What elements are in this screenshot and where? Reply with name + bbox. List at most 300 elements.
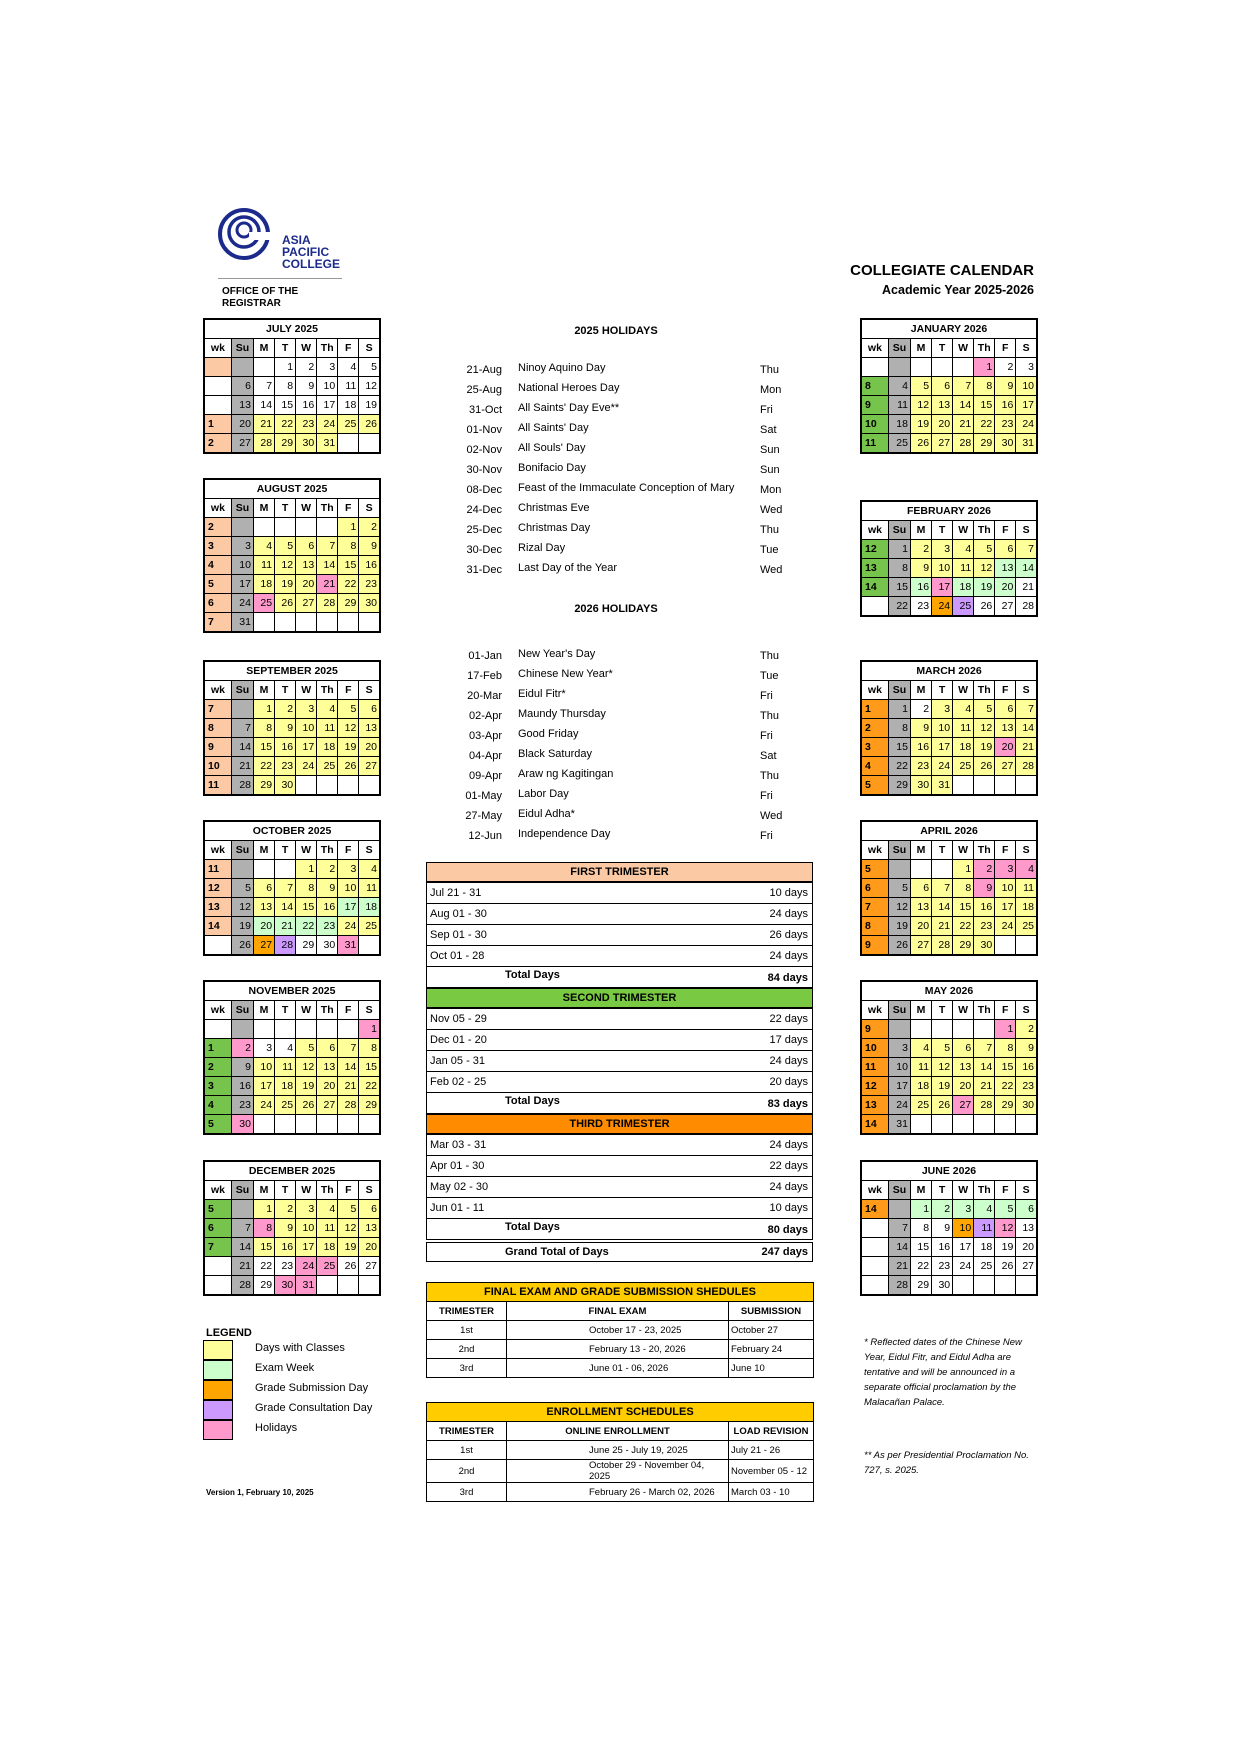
week-number <box>861 358 888 377</box>
day-cell <box>231 518 253 537</box>
trimester-row <box>426 1008 813 1029</box>
day-cell: 31 <box>338 936 359 956</box>
day-cell: 18 <box>974 1238 995 1257</box>
day-header: W <box>296 841 317 860</box>
day-cell: 1 <box>275 358 296 377</box>
final-exam-table <box>426 1282 814 1378</box>
day-header: M <box>254 681 275 700</box>
week-row <box>204 358 380 377</box>
day-cell: 17 <box>296 738 317 757</box>
week-row <box>204 377 380 396</box>
day-cell: 30 <box>932 1276 953 1296</box>
day-cell <box>974 776 995 796</box>
day-cell <box>974 1020 995 1039</box>
note-tentative: * Reflected dates of the Chinese New Year, Eidul Fitr, and Eidul Adha are tentative and will be announced in a separate official proclamation by the Malacañan Palace. <box>864 1337 1022 1408</box>
holiday-weekday: Thu <box>760 710 779 722</box>
day-cell <box>995 776 1016 796</box>
day-cell <box>932 1115 953 1135</box>
calendar-january-2026 <box>860 318 1038 454</box>
day-cell: 1 <box>888 540 910 559</box>
day-header: M <box>253 499 274 518</box>
week-row <box>861 415 1037 434</box>
day-cell: 26 <box>338 1257 359 1276</box>
day-cell <box>359 776 380 796</box>
day-cell: 1 <box>911 1200 932 1219</box>
day-cell: 18 <box>338 396 359 415</box>
day-cell: 1 <box>953 860 974 879</box>
day-cell: 26 <box>231 936 253 956</box>
day-cell: 20 <box>953 1077 974 1096</box>
calendar-july-2025 <box>203 318 381 454</box>
week-row <box>861 757 1037 776</box>
day-header: T <box>932 1001 953 1020</box>
day-cell: 11 <box>953 719 974 738</box>
day-header: T <box>275 1001 296 1020</box>
day-cell: 4 <box>888 377 910 396</box>
month-name: NOVEMBER 2025 <box>248 985 336 997</box>
day-cell: 12 <box>338 1219 359 1238</box>
schedule-cell: June 10 <box>729 1359 814 1378</box>
day-cell: 6 <box>910 879 931 898</box>
day-cell <box>275 1020 296 1039</box>
week-row <box>204 860 380 879</box>
day-cell <box>338 613 359 633</box>
day-cell: 7 <box>317 537 338 556</box>
week-row <box>204 1276 380 1296</box>
day-count: 24 days <box>769 1055 808 1067</box>
day-cell: 28 <box>953 434 974 454</box>
day-cell: 22 <box>911 1257 932 1276</box>
day-header: W <box>296 499 317 518</box>
week-row <box>204 936 380 956</box>
day-count: 22 days <box>769 1013 808 1025</box>
day-cell: 27 <box>995 757 1016 776</box>
day-cell: 2 <box>911 540 932 559</box>
schedule-cell: June 01 - 06, 2026 <box>507 1359 729 1378</box>
week-number: 4 <box>204 1096 231 1115</box>
day-cell: 4 <box>317 1200 338 1219</box>
day-cell: 9 <box>932 1219 953 1238</box>
day-cell: 30 <box>231 1115 253 1135</box>
day-cell: 22 <box>296 917 317 936</box>
grand-total-label: Grand Total of Days <box>505 1246 609 1258</box>
day-cell: 24 <box>888 1096 910 1115</box>
holiday-date: 31-Dec <box>466 564 502 576</box>
week-number: 6 <box>204 1219 231 1238</box>
day-cell: 27 <box>253 936 274 956</box>
day-cell: 7 <box>253 377 274 396</box>
schedule-title: FINAL EXAM AND GRADE SUBMISSION SHEDULES <box>427 1283 814 1302</box>
day-header: S <box>1016 1181 1037 1200</box>
week-row <box>204 537 380 556</box>
day-header: F <box>995 681 1016 700</box>
day-cell: 16 <box>359 556 380 575</box>
day-cell: 13 <box>231 396 253 415</box>
day-cell: 27 <box>317 1096 338 1115</box>
trimester-row <box>426 1155 813 1176</box>
day-cell: 12 <box>296 1058 317 1077</box>
legend-swatch <box>203 1420 233 1440</box>
day-header: S <box>1016 841 1037 860</box>
day-cell: 3 <box>932 700 953 719</box>
day-cell: 9 <box>1016 1039 1037 1058</box>
day-cell: 11 <box>338 377 359 396</box>
month-name: MARCH 2026 <box>916 665 982 677</box>
day-cell <box>359 1115 380 1135</box>
college-logo <box>216 206 351 309</box>
day-cell: 17 <box>338 898 359 917</box>
week-row <box>861 860 1037 879</box>
holiday-name: Christmas Day <box>518 522 591 534</box>
holiday-name: All Saints' Day <box>518 422 589 434</box>
day-header: Th <box>317 1181 338 1200</box>
day-cell: 19 <box>359 396 380 415</box>
day-cell <box>338 1276 359 1296</box>
week-number: 13 <box>204 898 231 917</box>
week-row <box>861 700 1037 719</box>
logo-swirl-icon <box>216 206 276 266</box>
schedule-cell: October 27 <box>729 1321 814 1340</box>
day-cell: 5 <box>888 879 910 898</box>
calendar-april-2026 <box>860 820 1038 956</box>
day-cell: 6 <box>317 1039 338 1058</box>
day-header: M <box>254 1181 275 1200</box>
holiday-name: Eidul Adha* <box>518 808 575 820</box>
day-cell: 10 <box>953 1219 974 1238</box>
holiday-weekday: Fri <box>760 790 773 802</box>
day-cell: 26 <box>974 597 995 617</box>
day-cell: 21 <box>1016 578 1037 597</box>
day-cell: 11 <box>1016 879 1037 898</box>
day-cell: 16 <box>910 738 931 757</box>
week-number: 8 <box>204 719 231 738</box>
week-row <box>204 613 380 633</box>
holiday-weekday: Fri <box>760 830 773 842</box>
day-cell: 15 <box>254 738 275 757</box>
day-cell: 21 <box>888 1257 910 1276</box>
day-count: 24 days <box>769 908 808 920</box>
day-cell: 18 <box>888 415 910 434</box>
day-cell: 7 <box>231 719 253 738</box>
day-header: Su <box>231 1001 253 1020</box>
date-range: Apr 01 - 30 <box>430 1160 485 1172</box>
day-cell: 15 <box>338 556 359 575</box>
day-cell: 11 <box>953 559 974 578</box>
day-header: S <box>359 339 380 358</box>
day-cell: 29 <box>995 1096 1016 1115</box>
day-header: S <box>1016 339 1037 358</box>
day-cell: 19 <box>338 1238 359 1257</box>
month-name: JANUARY 2026 <box>910 323 988 335</box>
week-number <box>204 1020 231 1039</box>
day-cell: 25 <box>910 1096 931 1115</box>
legend-swatch <box>203 1400 233 1420</box>
day-cell: 16 <box>275 738 296 757</box>
day-cell <box>888 1020 910 1039</box>
day-cell <box>317 1020 338 1039</box>
week-number: 12 <box>861 540 888 559</box>
day-cell <box>253 860 274 879</box>
day-cell: 30 <box>275 776 296 796</box>
day-cell: 25 <box>317 757 338 776</box>
holiday-weekday: Tue <box>760 670 779 682</box>
date-range: Jul 21 - 31 <box>430 887 482 899</box>
day-header: T <box>932 1181 953 1200</box>
day-cell: 2 <box>275 700 296 719</box>
day-cell: 21 <box>317 575 338 594</box>
day-cell: 21 <box>231 757 253 776</box>
day-cell: 21 <box>953 415 974 434</box>
day-cell: 12 <box>932 1058 953 1077</box>
schedule-row <box>427 1359 814 1378</box>
day-cell <box>932 860 953 879</box>
week-number <box>204 358 231 377</box>
day-cell <box>231 358 253 377</box>
day-cell: 15 <box>953 898 974 917</box>
day-cell: 26 <box>359 415 380 434</box>
day-cell: 19 <box>275 575 296 594</box>
day-cell: 16 <box>932 1238 953 1257</box>
schedule-cell: October 17 - 23, 2025 <box>507 1321 729 1340</box>
day-cell: 9 <box>995 377 1016 396</box>
day-cell: 12 <box>995 1219 1016 1238</box>
date-range: May 02 - 30 <box>430 1181 489 1193</box>
day-cell <box>953 1276 974 1296</box>
column-header: FINAL EXAM <box>507 1302 729 1321</box>
day-cell: 13 <box>953 1058 974 1077</box>
day-cell: 22 <box>359 1077 380 1096</box>
day-header: T <box>275 499 296 518</box>
week-number <box>204 1276 231 1296</box>
day-cell <box>953 1020 974 1039</box>
month-name: MAY 2026 <box>924 985 974 997</box>
day-cell: 7 <box>275 879 296 898</box>
day-header: W <box>296 1181 317 1200</box>
week-number: 2 <box>204 518 231 537</box>
day-cell: 18 <box>910 1077 931 1096</box>
day-cell: 12 <box>338 719 359 738</box>
day-cell: 2 <box>932 1200 953 1219</box>
schedule-cell: 2nd <box>427 1340 507 1359</box>
day-cell: 25 <box>888 434 910 454</box>
day-cell: 22 <box>888 597 910 617</box>
week-row <box>204 700 380 719</box>
holiday-date: 09-Apr <box>468 770 502 782</box>
week-row <box>204 1096 380 1115</box>
day-cell: 2 <box>910 700 931 719</box>
month-name: FEBRUARY 2026 <box>906 505 992 517</box>
day-cell: 20 <box>359 1238 380 1257</box>
day-header: T <box>932 339 953 358</box>
holiday-name: Eidul Fitr* <box>518 688 566 700</box>
day-header: Th <box>317 339 338 358</box>
day-cell: 20 <box>296 575 317 594</box>
total-label: Total Days <box>505 969 560 981</box>
column-header: LOAD REVISION <box>729 1422 814 1441</box>
day-cell: 10 <box>296 1219 317 1238</box>
trimester-row <box>426 1134 813 1155</box>
day-cell: 1 <box>974 358 995 377</box>
day-cell: 20 <box>253 917 274 936</box>
holiday-date: 27-May <box>465 810 502 822</box>
day-cell: 8 <box>338 537 359 556</box>
week-row <box>861 898 1037 917</box>
day-cell: 30 <box>995 434 1016 454</box>
week-number: 7 <box>204 1238 231 1257</box>
day-header: T <box>275 339 296 358</box>
trimester-header: SECOND TRIMESTER <box>426 988 813 1008</box>
week-row <box>204 1219 380 1238</box>
day-header: Su <box>888 1001 910 1020</box>
legend-label: Exam Week <box>255 1362 315 1374</box>
day-header: Th <box>974 841 995 860</box>
day-cell: 19 <box>932 1077 953 1096</box>
week-row <box>861 917 1037 936</box>
column-header: ONLINE ENROLLMENT <box>507 1422 729 1441</box>
day-header: F <box>995 1001 1016 1020</box>
week-row <box>861 879 1037 898</box>
week-row <box>204 1115 380 1135</box>
day-cell: 21 <box>231 1257 253 1276</box>
day-header: S <box>1016 1001 1037 1020</box>
day-cell: 2 <box>317 860 338 879</box>
day-header: Su <box>231 1181 253 1200</box>
day-cell: 8 <box>974 377 995 396</box>
day-header: Th <box>974 681 995 700</box>
day-cell: 8 <box>911 1219 932 1238</box>
holiday-name: New Year's Day <box>518 648 596 660</box>
day-cell: 12 <box>359 377 380 396</box>
week-row <box>861 578 1037 597</box>
date-range: Jun 01 - 11 <box>430 1202 485 1214</box>
week-row <box>204 757 380 776</box>
schedule-cell: 3rd <box>427 1359 507 1378</box>
schedule-cell: 1st <box>427 1321 507 1340</box>
day-cell: 2 <box>275 1200 296 1219</box>
day-header: M <box>253 339 274 358</box>
day-cell: 19 <box>296 1077 317 1096</box>
day-cell: 28 <box>1016 597 1037 617</box>
day-cell: 5 <box>910 377 931 396</box>
holiday-date: 30-Nov <box>466 464 502 476</box>
holiday-name: All Saints' Day Eve** <box>518 402 620 414</box>
holiday-weekday: Sun <box>760 464 780 476</box>
day-cell: 10 <box>995 879 1016 898</box>
week-number: 9 <box>861 1020 888 1039</box>
day-cell: 15 <box>995 1058 1016 1077</box>
day-cell <box>317 613 338 633</box>
day-cell: 30 <box>317 936 338 956</box>
day-cell: 23 <box>296 415 317 434</box>
week-number <box>204 1257 231 1276</box>
day-cell <box>1016 776 1037 796</box>
day-cell: 29 <box>254 1276 275 1296</box>
day-cell: 13 <box>317 1058 338 1077</box>
holiday-name: Bonifacio Day <box>518 462 586 474</box>
day-cell: 11 <box>974 1219 995 1238</box>
day-cell: 9 <box>911 559 932 578</box>
day-cell: 11 <box>275 1058 296 1077</box>
day-cell: 26 <box>932 1096 953 1115</box>
date-range: Aug 01 - 30 <box>430 908 487 920</box>
day-cell: 22 <box>338 575 359 594</box>
day-cell <box>953 1115 974 1135</box>
day-cell: 13 <box>910 898 931 917</box>
day-cell <box>359 1276 380 1296</box>
schedule-cell: November 05 - 12 <box>729 1460 814 1483</box>
week-row <box>204 415 380 434</box>
day-header: F <box>995 339 1016 358</box>
day-cell <box>888 860 910 879</box>
day-cell: 23 <box>275 757 296 776</box>
day-cell: 9 <box>275 719 296 738</box>
day-cell: 20 <box>932 415 953 434</box>
schedule-cell: February 26 - March 02, 2026 <box>507 1483 729 1502</box>
date-range: Oct 01 - 28 <box>430 950 485 962</box>
day-cell: 7 <box>932 879 953 898</box>
day-cell: 13 <box>359 719 380 738</box>
day-cell: 1 <box>359 1020 380 1039</box>
week-number: 13 <box>861 1096 888 1115</box>
date-range: Sep 01 - 30 <box>430 929 487 941</box>
day-header: Th <box>317 1001 338 1020</box>
legend-label: Grade Submission Day <box>255 1382 369 1394</box>
week-number: 14 <box>204 917 231 936</box>
week-row <box>861 559 1037 578</box>
week-number: 6 <box>861 879 888 898</box>
week-row <box>204 898 380 917</box>
legend-title: LEGEND <box>206 1327 252 1339</box>
day-cell: 11 <box>317 1219 338 1238</box>
day-cell <box>253 358 274 377</box>
trimester-total <box>426 1218 813 1240</box>
week-number <box>204 377 231 396</box>
legend-swatch <box>203 1360 233 1380</box>
logo-subtitle: OFFICE OF THE REGISTRAR <box>222 286 299 309</box>
week-number: 2 <box>861 719 888 738</box>
day-cell: 24 <box>1016 415 1037 434</box>
week-number: 4 <box>204 556 231 575</box>
week-number: 10 <box>861 1039 888 1058</box>
day-cell: 17 <box>932 738 953 757</box>
calendar-june-2026 <box>860 1160 1038 1296</box>
day-cell <box>910 358 931 377</box>
day-header: wk <box>861 681 888 700</box>
day-cell: 16 <box>317 898 338 917</box>
day-header: F <box>995 841 1016 860</box>
day-header: wk <box>204 499 231 518</box>
day-cell: 28 <box>932 936 953 956</box>
day-cell: 29 <box>275 434 296 454</box>
day-count: 24 days <box>769 1181 808 1193</box>
day-cell: 17 <box>253 1077 274 1096</box>
month-name: DECEMBER 2025 <box>248 1165 336 1177</box>
holiday-name: All Souls' Day <box>518 442 586 454</box>
day-cell: 6 <box>231 377 253 396</box>
week-number: 13 <box>861 559 888 578</box>
legend-label: Days with Classes <box>255 1342 345 1354</box>
day-count: 17 days <box>769 1034 808 1046</box>
day-cell: 28 <box>888 1276 910 1296</box>
day-header: Th <box>974 339 995 358</box>
academic-year: Academic Year 2025-2026 <box>882 283 1034 297</box>
day-cell: 30 <box>296 434 317 454</box>
day-header: Su <box>888 841 910 860</box>
legend-label: Holidays <box>255 1422 298 1434</box>
week-row <box>861 434 1037 454</box>
day-header: T <box>275 841 296 860</box>
day-header: T <box>932 681 953 700</box>
